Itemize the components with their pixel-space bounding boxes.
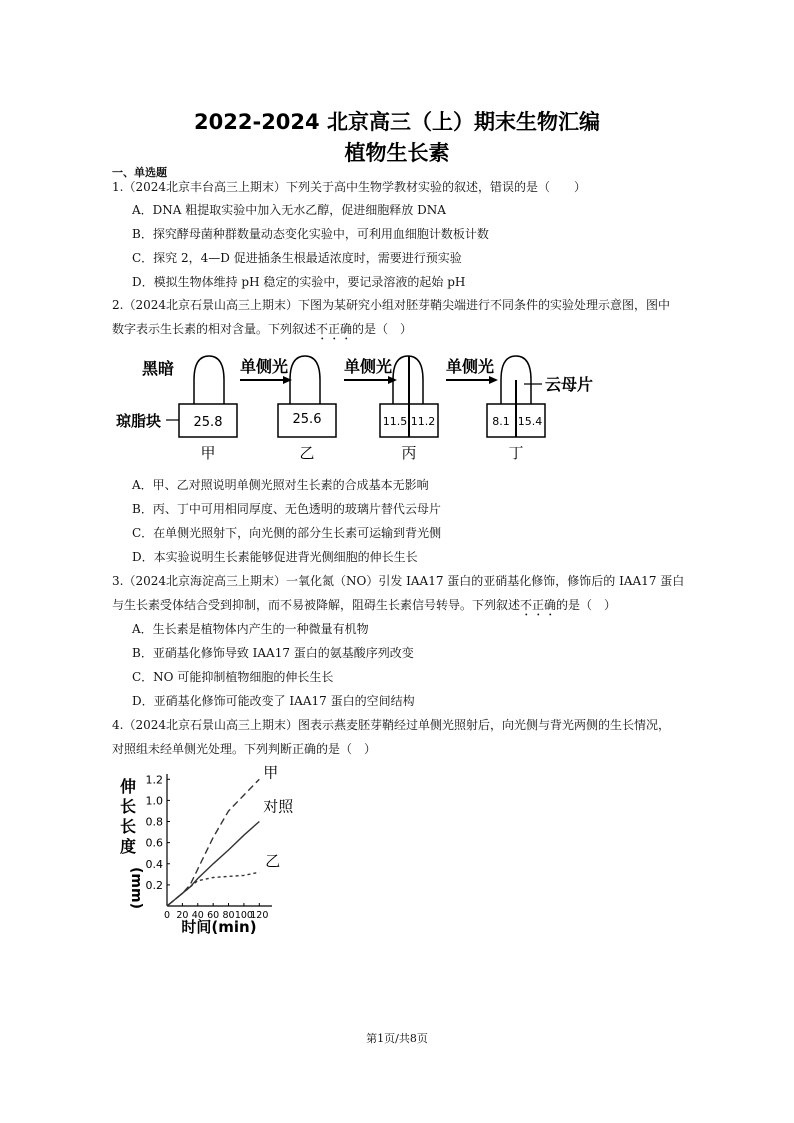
y-ticks (146, 773, 171, 892)
x-tick-label: 60 (207, 910, 220, 921)
coleoptile-experiment-figure (112, 340, 612, 465)
q2-option-c: C．在单侧光照射下，向光侧的部分生长素可运输到背光侧 (132, 526, 442, 540)
q3-stem-line2 (112, 597, 616, 619)
q4-stem-line1: 4.（2024北京石景山高三上期末）图表示燕麦胚芽鞘经过单侧光照射后，向光侧与背光两侧的生长情况， (112, 718, 670, 732)
mica-label: 云母片 (545, 375, 594, 394)
light-arrow-head-ding (489, 376, 498, 384)
x-tick-label: 100 (234, 910, 253, 921)
q2-option-b: B．丙、丁中可用相同厚度、无色透明的玻璃片替代云母片 (132, 502, 441, 516)
q1-stem: 1.（2024北京丰台高三上期末）下列关于高中生物学教材实验的叙述，错误的是（ ） (112, 180, 586, 194)
agar-value-yi: 25.6 (292, 412, 322, 427)
agar-value-bing-right: 11.2 (410, 415, 436, 428)
q3-stem-line1: 3.（2024北京海淀高三上期末）一氧化氮（NO）引发 IAA17 蛋白的亚硝基化修饰，修饰后的 IAA17 蛋白 (112, 574, 685, 588)
y-tick-label: 0.4 (145, 857, 163, 871)
growth-line-chart (112, 764, 312, 942)
y-label-unit: (mm) (128, 867, 144, 909)
block-label-bing: 丙 (401, 444, 417, 462)
q2-stem-text: 数字表示生长素的相对含量。下列叙述 (112, 322, 317, 336)
q1-option-d: D．模拟生物体维持 pH 稳定的实验中，要记录溶液的起始 pH (132, 275, 466, 289)
series-label-0: 甲 (263, 764, 279, 782)
q2-stem-tail: 的是（ ） (352, 322, 413, 336)
y-label-char: 伸 (119, 777, 137, 796)
coleoptile-tip-yi (290, 356, 320, 404)
page-subtitle: 植物生长素 (344, 141, 450, 165)
agar-value-ding-right: 15.4 (517, 415, 543, 428)
q3-stem-text: 与生长素受体结合受到抑制，而不易被降解，阻碍生长素信号转导。下列叙述 (112, 598, 521, 612)
light-label-bing: 单侧光 (344, 357, 393, 376)
series-line-0 (167, 779, 259, 906)
y-label-char: 度 (119, 837, 137, 856)
q1-option-b: B．探究酵母菌种群数量动态变化实验中，可利用血细胞计数板计数 (132, 227, 489, 241)
x-tick-label: 40 (191, 910, 204, 921)
q4-stem-line2: 对照组未经单侧光处理。下列判断正确的是（ ） (112, 742, 377, 756)
page-footer: 第1页/共8页 (366, 1032, 428, 1045)
q3-stem-tail: 的是（ ） (556, 598, 617, 612)
y-axis-label (120, 777, 144, 909)
block-label-ding: 丁 (508, 444, 524, 462)
q2-option-d: D．本实验说明生长素能够促进背光侧细胞的伸长生长 (132, 550, 418, 564)
q1-option-c: C．探究 2，4—D 促进插条生根最适浓度时，需要进行预实验 (132, 251, 462, 265)
block-label-yi: 乙 (299, 444, 315, 462)
y-tick-label: 0.6 (145, 836, 163, 850)
agar-label: 琼脂块 (116, 412, 162, 430)
series-label-1: 对照 (263, 797, 294, 816)
x-tick-label: 120 (250, 910, 269, 921)
q3-emphasis-text: 不正确 (520, 598, 557, 612)
x-tick-label: 80 (222, 910, 235, 921)
series-lines (167, 764, 294, 906)
light-label-yi: 单侧光 (240, 357, 289, 376)
q3-option-b: B．亚硝基化修饰导致 IAA17 蛋白的氨基酸序列改变 (132, 646, 414, 660)
page-title: 2022-2024 北京高三（上）期末生物汇编 (194, 110, 600, 134)
x-tick-label: 0 (163, 910, 171, 921)
series-line-2 (167, 872, 259, 906)
y-label-char: 长 (119, 817, 137, 836)
x-axis-label: 时间(min) (181, 918, 257, 936)
dark-label: 黑暗 (142, 359, 175, 378)
y-tick-label: 0.8 (145, 815, 163, 829)
agar-value-jia: 25.8 (193, 415, 223, 430)
y-tick-label: 1.0 (145, 794, 163, 808)
section-heading: 一、单选题 (112, 166, 167, 179)
y-tick-label: 0.2 (145, 878, 163, 892)
q3-option-d: D．亚硝基化修饰可能改变了 IAA17 蛋白的空间结构 (132, 694, 415, 708)
coleoptile-tip-jia (194, 356, 224, 404)
agar-value-ding-left: 8.1 (492, 415, 510, 428)
y-label-char: 长 (119, 797, 137, 816)
block-label-jia: 甲 (200, 444, 216, 462)
q2-option-a: A．甲、乙对照说明单侧光照对生长素的合成基本无影响 (132, 478, 429, 492)
x-tick-label: 20 (176, 910, 189, 921)
light-label-ding: 单侧光 (446, 357, 495, 376)
q1-option-a: A．DNA 粗提取实验中加入无水乙醇，促进细胞释放 DNA (132, 203, 446, 217)
q2-stem-line1: 2.（2024北京石景山高三上期末）下图为某研究小组对胚芽鞘尖端进行不同条件的实验处理示意图，图中 (112, 298, 670, 312)
series-label-2: 乙 (265, 852, 281, 871)
q2-emphasis-text: 不正确 (316, 322, 353, 336)
y-tick-label: 1.2 (145, 773, 163, 787)
q3-option-c: C．NO 可能抑制植物细胞的伸长生长 (132, 670, 334, 684)
series-line-1 (167, 822, 259, 907)
agar-value-bing-left: 11.5 (382, 415, 408, 428)
q3-option-a: A．生长素是植物体内产生的一种微量有机物 (132, 622, 369, 636)
